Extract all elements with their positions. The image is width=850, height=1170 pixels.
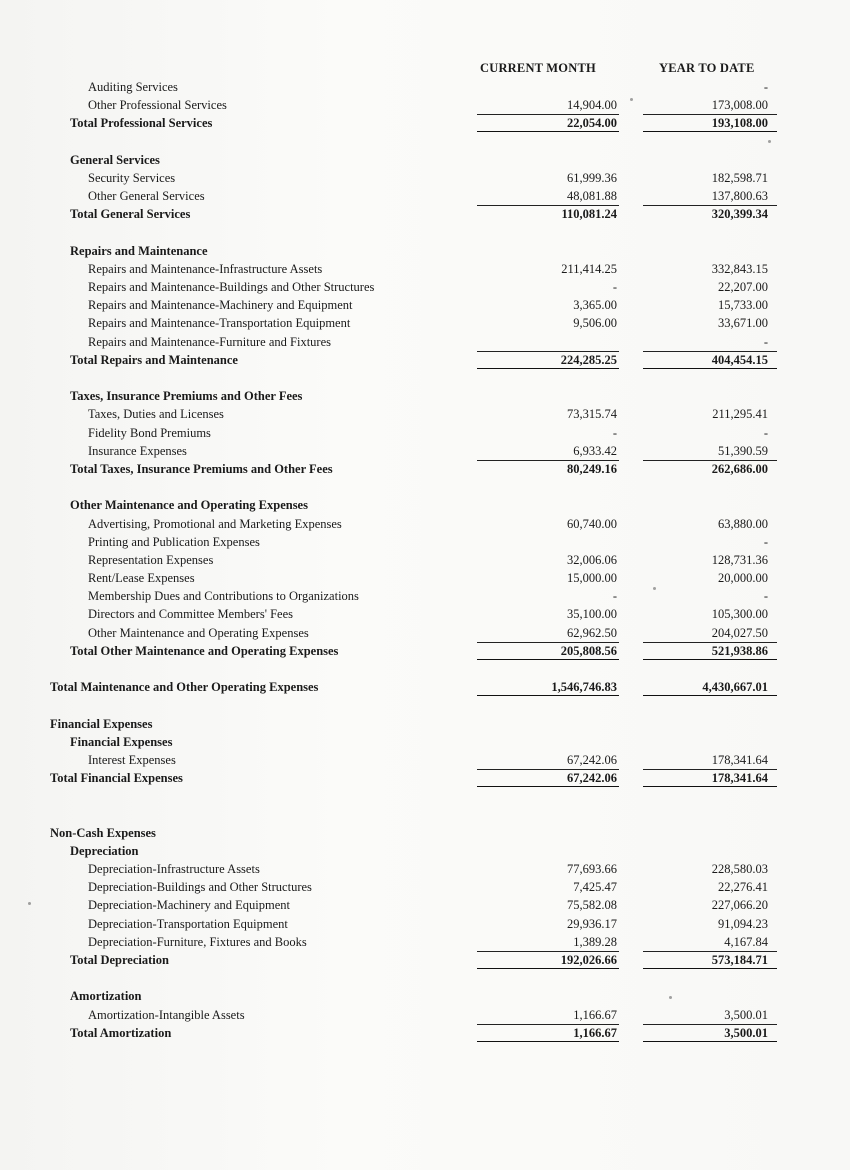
year-to-date-value: 262,686.00 <box>711 461 768 476</box>
line-item-row <box>0 551 850 569</box>
year-to-date-value: 4,430,667.01 <box>702 680 768 695</box>
total-rule-above <box>477 642 619 643</box>
row-label: Other Professional Services <box>88 98 227 113</box>
row-label: Advertising, Promotional and Marketing Expenses <box>88 516 342 531</box>
current-month-value: 1,546,746.83 <box>551 680 617 695</box>
line-item-row <box>0 933 850 951</box>
current-month-value: 192,026.66 <box>560 953 617 967</box>
row-label: Depreciation-Machinery and Equipment <box>88 898 291 913</box>
row-label: Fidelity Bond Premiums <box>88 425 211 440</box>
line-item-row <box>0 515 850 533</box>
current-month-value: - <box>612 280 617 295</box>
line-item-row <box>0 187 850 205</box>
current-month-value: 1,389.28 <box>573 934 617 949</box>
current-month-value: 110,081.24 <box>561 207 617 222</box>
current-month-value: 211,414.25 <box>561 261 617 276</box>
row-label: Depreciation <box>70 843 139 858</box>
total-or-heading-row <box>0 1024 850 1042</box>
line-item-row <box>0 915 850 933</box>
total-rule-above <box>477 769 619 770</box>
current-month-value: 9,506.00 <box>573 316 617 331</box>
current-month-value: 7,425.47 <box>573 880 617 895</box>
row-label: Rent/Lease Expenses <box>88 571 195 586</box>
row-label: Total General Services <box>70 207 191 222</box>
total-rule-above <box>643 351 777 352</box>
row-label: Other General Services <box>88 189 205 204</box>
line-item-row <box>0 860 850 878</box>
scan-speck <box>669 996 672 999</box>
total-rule-above <box>643 1024 777 1025</box>
current-month-value: 73,315.74 <box>567 407 617 422</box>
current-month-value: 61,999.36 <box>567 170 617 185</box>
line-item-row <box>0 424 850 442</box>
line-item-row <box>0 660 850 678</box>
row-label: Directors and Committee Members' Fees <box>88 607 293 622</box>
row-label: Financial Expenses <box>50 716 153 731</box>
total-or-heading-row <box>0 824 850 842</box>
line-item-row <box>0 1006 850 1024</box>
current-month-value: 35,100.00 <box>567 607 617 622</box>
total-rule-above <box>643 460 777 461</box>
year-to-date-value: 521,938.86 <box>711 643 768 658</box>
row-label: Non-Cash Expenses <box>50 825 156 840</box>
current-month-value: 3,365.00 <box>573 298 617 313</box>
year-to-date-value: 22,207.00 <box>718 280 768 295</box>
current-month-value: 29,936.17 <box>567 916 617 931</box>
line-item-row <box>0 169 850 187</box>
total-rule-above <box>477 951 619 952</box>
line-item-row <box>0 78 850 96</box>
row-label: Security Services <box>88 170 176 185</box>
line-item-row <box>0 333 850 351</box>
row-label: Total Depreciation <box>70 953 169 967</box>
year-to-date-value: 332,843.15 <box>711 261 768 276</box>
year-to-date-value: 22,276.41 <box>718 880 768 895</box>
year-to-date-value: 3,500.01 <box>724 1025 768 1040</box>
line-item-row <box>0 624 850 642</box>
row-label: Repairs and Maintenance-Transportation Equipment <box>88 316 351 331</box>
current-month-header: CURRENT MONTH <box>480 61 596 75</box>
line-item-row <box>0 587 850 605</box>
line-item-row <box>0 751 850 769</box>
line-item-row <box>0 278 850 296</box>
row-label: Depreciation-Furniture, Fixtures and Books <box>88 934 307 949</box>
line-item-row <box>0 260 850 278</box>
year-to-date-value: 178,341.64 <box>711 771 768 786</box>
scan-speck <box>630 98 633 101</box>
line-item-row <box>0 896 850 914</box>
row-label: Insurance Expenses <box>88 443 187 458</box>
year-to-date-value: 211,295.41 <box>712 407 768 422</box>
year-to-date-value: 178,341.64 <box>711 752 768 767</box>
current-month-value: - <box>612 589 617 604</box>
year-to-date-value: - <box>763 589 768 604</box>
row-label: Total Repairs and Maintenance <box>70 352 238 367</box>
row-label: Depreciation-Infrastructure Assets <box>88 862 260 877</box>
current-month-value: 80,249.16 <box>567 461 617 476</box>
line-item-row <box>0 605 850 623</box>
current-month-value: 1,166.67 <box>573 1025 617 1040</box>
line-item-row <box>0 569 850 587</box>
year-to-date-value: 3,500.01 <box>724 1007 768 1022</box>
year-to-date-value: 573,184.71 <box>711 953 768 967</box>
year-to-date-value: 20,000.00 <box>718 571 768 586</box>
total-or-heading-row <box>0 351 850 369</box>
current-month-value: 15,000.00 <box>567 571 617 586</box>
row-label: Financial Expenses <box>70 734 173 749</box>
line-item-row <box>0 533 850 551</box>
line-item-row <box>0 296 850 314</box>
scan-speck <box>768 140 771 143</box>
total-or-heading-row <box>0 151 850 169</box>
total-or-heading-row <box>0 642 850 660</box>
row-label: Depreciation-Transportation Equipment <box>88 916 288 931</box>
total-or-heading-row <box>0 205 850 223</box>
year-to-date-value: - <box>763 334 768 349</box>
line-item-row <box>0 369 850 387</box>
year-to-date-value: - <box>763 425 768 440</box>
total-rule-above <box>643 114 777 115</box>
current-month-value: 77,693.66 <box>567 862 617 877</box>
line-item-row <box>0 442 850 460</box>
row-label: General Services <box>70 152 160 167</box>
total-or-heading-row <box>0 496 850 514</box>
year-to-date-value: - <box>763 534 768 549</box>
row-label: Repairs and Maintenance-Infrastructure Assets <box>88 261 323 276</box>
current-month-value: 22,054.00 <box>567 116 617 131</box>
current-month-value: 205,808.56 <box>560 643 617 658</box>
row-label: Repairs and Maintenance-Machinery and Equipment <box>88 298 353 313</box>
current-month-value: 14,904.00 <box>567 98 617 113</box>
current-month-value: 62,962.50 <box>567 625 617 640</box>
total-or-heading-row <box>0 842 850 860</box>
total-or-heading-row <box>0 460 850 478</box>
total-rule-above <box>477 114 619 115</box>
line-item-row <box>0 405 850 423</box>
total-rule-below <box>477 1041 619 1042</box>
line-item-row <box>0 696 850 714</box>
row-label: Amortization <box>70 989 142 1004</box>
row-label: Other Maintenance and Operating Expenses <box>70 498 308 513</box>
row-label: Interest Expenses <box>88 752 176 767</box>
line-item-row <box>0 224 850 242</box>
line-item-row <box>0 133 850 151</box>
row-label: Printing and Publication Expenses <box>88 534 260 549</box>
line-item-row <box>0 969 850 987</box>
row-label: Auditing Services <box>88 80 178 94</box>
total-rule-above <box>643 205 777 206</box>
year-to-date-value: 63,880.00 <box>718 516 768 531</box>
year-to-date-value: 137,800.63 <box>711 189 768 204</box>
year-to-date-value: 4,167.84 <box>724 934 768 949</box>
total-or-heading-row <box>0 715 850 733</box>
row-label: Total Financial Expenses <box>50 771 183 786</box>
current-month-value: 67,242.06 <box>567 771 617 786</box>
year-to-date-value: 91,094.23 <box>718 916 768 931</box>
row-label: Taxes, Duties and Licenses <box>88 407 224 422</box>
current-month-value: 32,006.06 <box>567 552 617 567</box>
total-rule-above <box>477 460 619 461</box>
line-item-row <box>0 878 850 896</box>
statement-rows <box>0 78 850 1042</box>
current-month-value: 75,582.08 <box>567 898 617 913</box>
total-rule-above <box>643 951 777 952</box>
current-month-value: 1,166.67 <box>573 1007 617 1022</box>
current-month-value: 60,740.00 <box>567 516 617 531</box>
row-label: Repairs and Maintenance <box>70 243 208 258</box>
total-rule-above <box>643 642 777 643</box>
row-label: Total Other Maintenance and Operating Expenses <box>70 643 339 658</box>
total-or-heading-row <box>0 951 850 969</box>
row-label: Taxes, Insurance Premiums and Other Fees <box>70 389 303 404</box>
line-item-row <box>0 96 850 114</box>
year-to-date-value: 51,390.59 <box>718 443 768 458</box>
current-month-value: 224,285.25 <box>560 352 617 367</box>
total-rule-above <box>643 769 777 770</box>
line-item-row <box>0 787 850 805</box>
total-or-heading-row <box>0 387 850 405</box>
year-to-date-value: - <box>763 80 768 94</box>
scan-speck <box>28 902 31 905</box>
year-to-date-value: 128,731.36 <box>711 552 768 567</box>
row-label: Total Amortization <box>70 1025 172 1040</box>
row-label: Depreciation-Buildings and Other Structures <box>88 880 312 895</box>
line-item-row <box>0 478 850 496</box>
line-item-row <box>0 806 850 824</box>
year-to-date-value: 193,108.00 <box>711 116 768 131</box>
current-month-value: - <box>612 425 617 440</box>
row-label: Amortization-Intangible Assets <box>88 1007 245 1022</box>
total-rule-above <box>477 351 619 352</box>
current-month-value: 67,242.06 <box>567 752 617 767</box>
total-or-heading-row <box>0 678 850 696</box>
current-month-value: 6,933.42 <box>573 443 617 458</box>
current-month-value: 48,081.88 <box>567 189 617 204</box>
row-label: Representation Expenses <box>88 552 214 567</box>
total-or-heading-row <box>0 114 850 132</box>
year-to-date-value: 204,027.50 <box>711 625 768 640</box>
row-label: Repairs and Maintenance-Buildings and Other Structures <box>88 280 375 295</box>
total-or-heading-row <box>0 242 850 260</box>
year-to-date-value: 228,580.03 <box>711 862 768 877</box>
total-or-heading-row <box>0 733 850 751</box>
year-to-date-value: 33,671.00 <box>718 316 768 331</box>
row-label: Membership Dues and Contributions to Organizations <box>88 589 359 604</box>
row-label: Other Maintenance and Operating Expenses <box>88 625 309 640</box>
year-to-date-value: 227,066.20 <box>711 898 768 913</box>
scan-speck <box>653 587 656 590</box>
row-label: Total Professional Services <box>70 116 213 131</box>
row-label: Total Taxes, Insurance Premiums and Other Fees <box>70 461 333 476</box>
year-to-date-value: 404,454.15 <box>711 352 768 367</box>
total-rule-above <box>477 205 619 206</box>
year-to-date-value: 320,399.34 <box>711 207 768 222</box>
year-to-date-value: 182,598.71 <box>711 170 768 185</box>
year-to-date-header: YEAR TO DATE <box>659 61 755 75</box>
total-or-heading-row <box>0 769 850 787</box>
total-rule-above <box>477 1024 619 1025</box>
total-rule-below <box>643 1041 777 1042</box>
row-label: Repairs and Maintenance-Furniture and Fixtures <box>88 334 331 349</box>
year-to-date-value: 105,300.00 <box>711 607 768 622</box>
total-or-heading-row <box>0 987 850 1005</box>
row-label: Total Maintenance and Other Operating Expenses <box>50 680 319 695</box>
year-to-date-value: 173,008.00 <box>711 98 768 113</box>
year-to-date-value: 15,733.00 <box>718 298 768 313</box>
line-item-row <box>0 314 850 332</box>
